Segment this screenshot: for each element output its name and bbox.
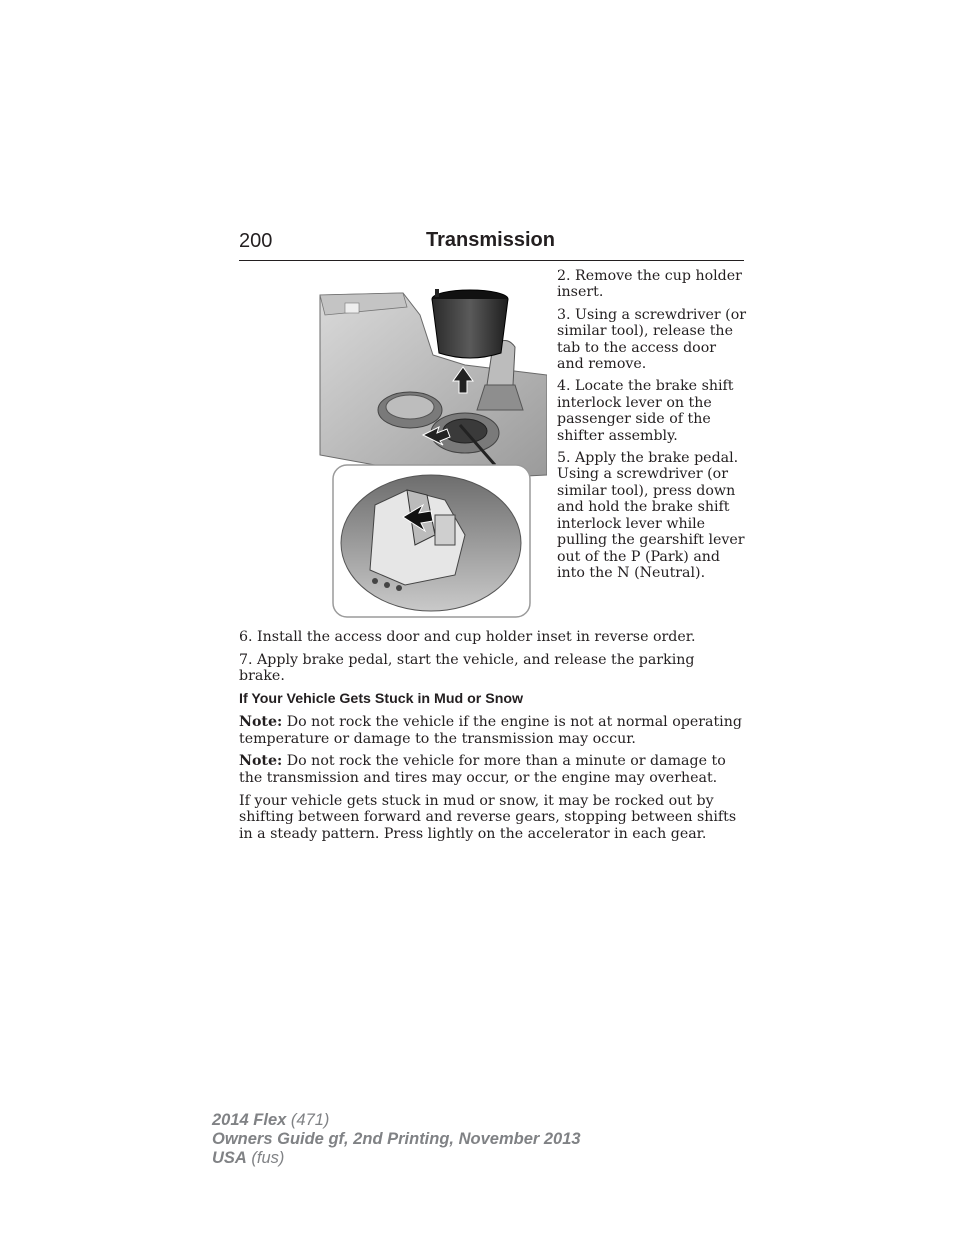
steps-list-right [557,268,747,587]
note-text: Do not rock the vehicle if the engine is not at normal operating temperature or damage to the transmission may occur. [239,714,742,747]
note-label: Note: [239,714,283,731]
page-number: 200 [239,230,273,252]
section-heading: If Your Vehicle Gets Stuck in Mud or Snow [239,691,524,708]
interlock-lever-detail [333,465,530,617]
cup-holder-insert [432,289,508,358]
page-header [239,228,744,261]
note-text: Do not rock the vehicle for more than a minute or damage to the transmission and tires may occur, or the engine may overheat. [239,753,726,786]
page-title: Transmission [426,229,555,251]
step-7: 7. Apply brake pedal, start the vehicle, and release the parking brake. [239,651,695,685]
step-3: 3. Using a screwdriver (or similar tool), release the tab to the access door and remove. [557,306,747,373]
step-4: 4. Locate the brake shift interlock lever on the passenger side of the shifter assembly. [557,378,734,444]
step-2: 2. Remove the cup holder insert. [557,268,742,301]
note-rocking-duration [239,753,744,786]
footer-market: USA (fus) [212,1149,285,1167]
note-label: Note: [239,753,283,770]
page-footer [212,1111,581,1168]
footer-model: 2014 Flex (471) [212,1111,330,1129]
body-text [239,629,744,848]
note-engine-temperature [239,714,744,747]
step-5: 5. Apply the brake pedal. Using a screwdriver (or similar tool), press down and hold the brake shift interlock lever while pulling the gearshift lever out of the P (Park) and into the N (Neutral). [557,450,745,581]
console-drawing [320,293,547,480]
cup-holder-removal-illustration [315,285,547,620]
footer-guide: Owners Guide gf, 2nd Printing, November 2013 [212,1130,581,1148]
step-6: 6. Install the access door and cup holder inset in reverse order. [239,629,696,645]
rocking-instructions: If your vehicle gets stuck in mud or snow, it may be rocked out by shifting between forward and reverse gears, stopping between shifts in a steady pattern. Press lightly on the accelerator in each gear. [239,792,737,842]
